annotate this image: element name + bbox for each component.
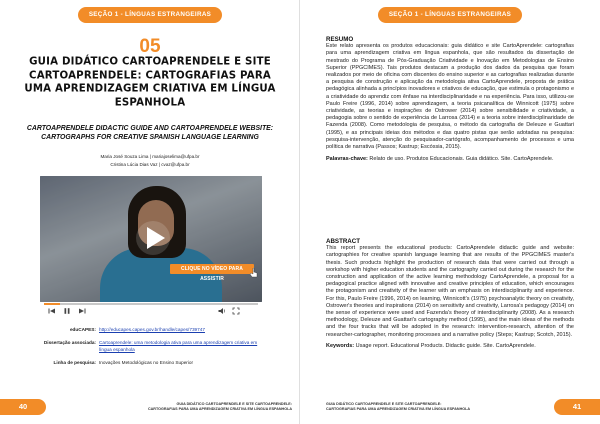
author-line: Cristina Lúcia Dias Vaz | cvaz@ufpa.br — [110, 161, 190, 167]
video-progress-track[interactable] — [44, 303, 258, 305]
skip-back-icon[interactable] — [48, 307, 56, 315]
video-controls-right — [218, 307, 240, 315]
keywords — [326, 343, 574, 350]
video-player[interactable] — [40, 176, 262, 302]
linha-label: Linha de pesquisa: — [53, 360, 96, 365]
video-controls-left — [48, 307, 86, 315]
resumo-section — [326, 36, 574, 163]
left-footer — [0, 396, 300, 424]
fullscreen-icon[interactable] — [232, 307, 240, 315]
palavras-chave-label: Palavras-chave: — [326, 156, 368, 163]
palavras-chave — [326, 156, 574, 163]
educapes-row — [12, 327, 292, 334]
authors-block — [40, 153, 260, 168]
resumo-text: Este relato apresenta os produtos educacionais: guia didático e site CartoAprendele: cartografias para uma aprendizagem criativa em língua espanhola, que são resultados da dissertação de mestrado do Programa de Pós-Graduação Criatividade e Inovação em Metodologias de Ensino Superior (PPGCIMES). Tais produtos destacam a produção dos dados da pesquisa que foram realizados por meio de oficina com discentes do ensino superior e as cartografias realizadas durante a pesquisa de construção e aplicação da metodologia ativa CartoAprendele, proposta de prática pedagógica alinhada a princípios inovadores e criativos de educação, que estimula o protagonismo e a criatividade do aprendiz com ênfase na interdisciplinaridade e na experiência. Para isso, utilizou-se Paulo Freire (1996, 2014) sobre aprendizagem, a teoria psicanalítica de Winnicott (1975) sobre criatividade, as teorias e inspirações de Ostrower (2014) sobre sensibilidade e criatividade, a pedagogia sobre o sentido de experiência de Larrosa (2014) e a teoria sobre interdisciplinaridade de Fazenda (2008). Como metodologia de pesquisa, o método da cartografia de Deleuze e Guattari (1995), e as principais ideias dos métodos e das quatro pistas que serão adotadas na pesquisa: pesquisa-intervenção, atenção do pesquisador-cartógrafo, acompanhamento de processos e uma política de narrativa (Passos; Kastrup; Escóssia, 2015). — [326, 43, 574, 151]
right-footer — [300, 396, 600, 424]
pointer-hand-icon — [250, 268, 258, 278]
section-header-badge: SEÇÃO 1 - LÍNGUAS ESTRANGEIRAS — [378, 7, 522, 23]
linha-row — [12, 360, 292, 367]
footer-line: GUIA DIDÁTICO CARTOAPRENDELE E SITE CARTOAPRENDELE: — [326, 402, 442, 406]
dissertacao-link[interactable]: Cartoaprendele: uma metodologia ativa para uma aprendizagem criativa em língua espanhola — [99, 340, 258, 352]
keywords-label: Keywords: — [326, 342, 355, 349]
article-title-portuguese: GUIA DIDÁTICO CARTOAPRENDELE E SITE CARTOAPRENDELE: CARTOGRAFIAS PARA UMA APRENDIZAGEM CRIATIVA EM LÍNGUA ESPANHOLA — [24, 55, 276, 109]
footer-running-title — [120, 402, 292, 412]
skip-forward-icon[interactable] — [78, 307, 86, 315]
resumo-heading: RESUMO — [326, 36, 354, 43]
page-number: 41 — [554, 399, 600, 415]
video-progress-fill — [44, 303, 60, 305]
pause-icon[interactable] — [63, 307, 71, 315]
footer-line: CARTOGRAFIAS PARA UMA APRENDIZAGEM CRIATIVA EM LÍNGUA ESPANHOLA — [326, 407, 471, 411]
palavras-chave-value: Relato de uso. Produtos Educacionais. Guia didático. Site. CartoAprendele. — [369, 156, 554, 163]
footer-line: GUIA DIDÁTICO CARTOAPRENDELE E SITE CARTOAPRENDELE: — [176, 402, 292, 406]
author-line: Maria José Souza Lima | mariajoselima@ufpa.br — [100, 154, 200, 159]
chapter-number: 05 — [139, 36, 161, 57]
abstract-text: This report presents the educational products: CartoAprendele didactic guide and website: cartographies for creative spanish language learning that are results of the PPGCIMES master's thesis. Such products highlight the production of research data that were carried out through a workshop with higher education students and the cartography carried out during the research for the construction and application of the active learning methodology CartoAprendele, a proposal for a pedagogical practice aligned with innovative and creative principles of education, which encourages the protagonism and creativity of the learner with an emphasis on interdisciplinarity and experience. For this, Paulo Freire (1996, 2014) on learning, Winnicott's (1975) psychoanalytic theory on creativity, Ostrower's theories and inspirations (2014) on sensitivity and creativity, Larrosa's pedagogy (2014) on the sense of experience were used and Fazenda's theory of interdisciplinarity (2008). As a research methodology, Deleuze and Guattari's cartography method (1995), and the main ideas of the methods and the four tracks that will be adopted in the research: intervention-research, attention of the researcher-cartographer, monitoring processes and a narrative policy (Steps; Kastrup; Scotch, 2015). — [326, 245, 574, 338]
abstract-heading: ABSTRACT — [326, 238, 361, 245]
abstract-section — [326, 238, 574, 350]
footer-line: CARTOGRAFIAS PARA UMA APRENDIZAGEM CRIATIVA EM LÍNGUA ESPANHOLA — [147, 407, 292, 411]
dissertacao-row — [12, 340, 292, 353]
play-icon[interactable] — [136, 221, 170, 255]
linha-value: Inovações Metodológicas no Ensino Superior — [99, 360, 194, 365]
article-title-english: CARTOAPRENDELE DIDACTIC GUIDE AND CARTOAPRENDELE WEBSITE: CARTOGRAPHS FOR CREATIVE SPANISH LANGUAGE LEARNING — [26, 125, 274, 141]
keywords-value: Usage report. Educational Products. Didactic guide. Site. CartoAprendele. — [355, 342, 536, 349]
educapes-label: eduCAPES: — [69, 327, 96, 332]
footer-running-title — [326, 402, 526, 412]
volume-icon[interactable] — [218, 307, 226, 315]
watch-video-button[interactable]: CLIQUE NO VÍDEO PARA ASSISTIR — [170, 264, 254, 274]
right-page — [300, 0, 600, 424]
section-header-badge: SEÇÃO 1 - LÍNGUAS ESTRANGEIRAS — [78, 7, 222, 23]
educapes-link[interactable]: http://educapes.capes.gov.br/handle/capes/739747 — [99, 327, 205, 332]
page-number: 40 — [0, 399, 46, 415]
dissertacao-label: Dissertação associada: — [43, 340, 96, 345]
